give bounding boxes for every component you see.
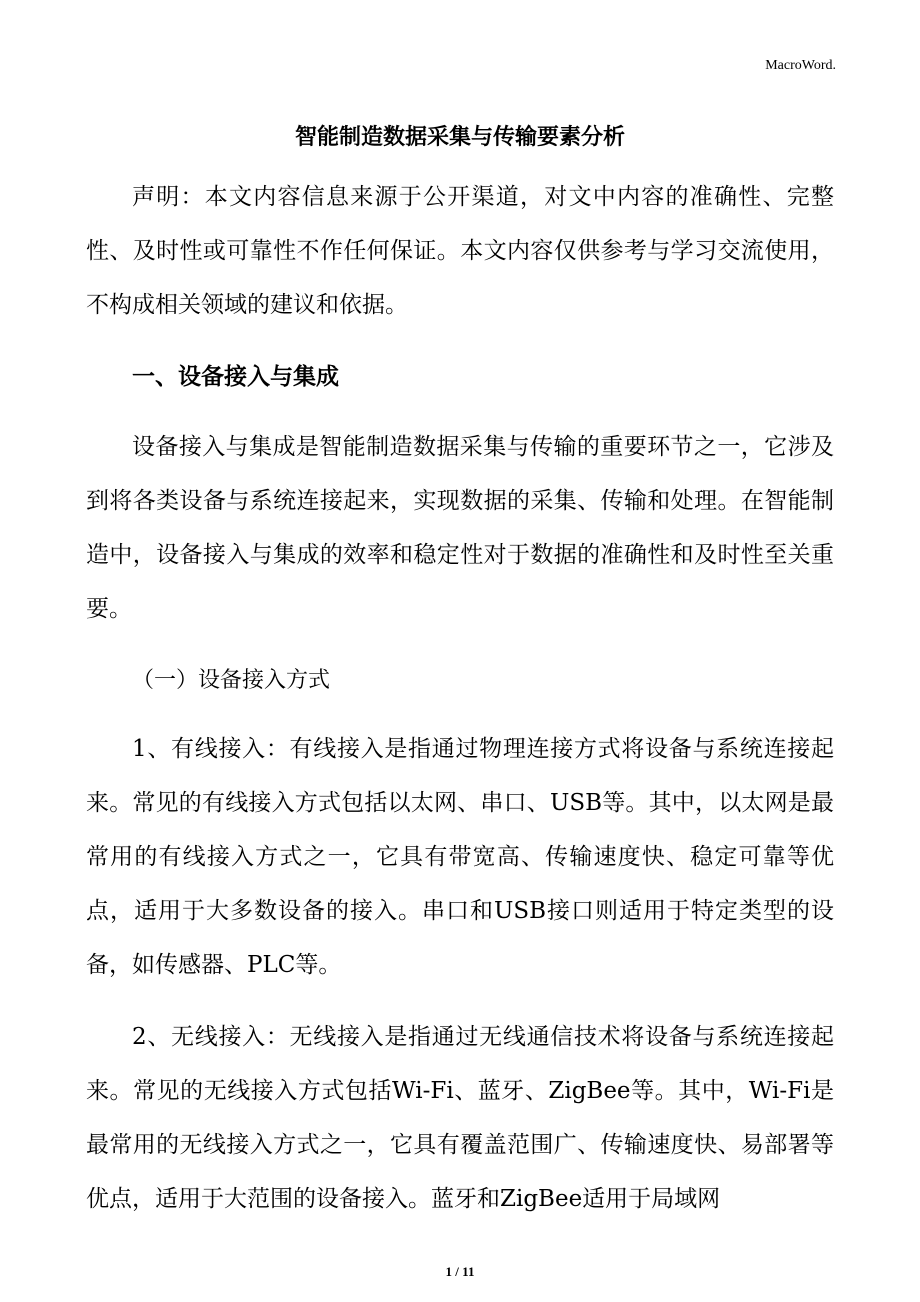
- header-brand: MacroWord.: [765, 58, 836, 73]
- page-number: 1 / 11: [445, 1264, 475, 1279]
- document-body: [86, 170, 834, 1244]
- wired-access-paragraph: 1、有线接入：有线接入是指通过物理连接方式将设备与系统连接起来。常见的有线接入方式包括以太网、串口、USB等。其中，以太网是最常用的有线接入方式之一，它具有带宽高、传输速度快、稳定可靠等优点，适用于大多数设备的接入。串口和USB接口则适用于特定类型的设备，如传感器、PLC等。: [86, 736, 834, 978]
- document-title: 智能制造数据采集与传输要素分析: [294, 125, 625, 150]
- subsection-heading: （一）设备接入方式: [132, 668, 331, 693]
- disclaimer-paragraph: 声明：本文内容信息来源于公开渠道，对文中内容的准确性、完整性、及时性或可靠性不作任何保证。本文内容仅供参考与学习交流使用，不构成相关领域的建议和依据。: [86, 184, 834, 318]
- wireless-access-paragraph: 2、无线接入：无线接入是指通过无线通信技术将设备与系统连接起来。常见的无线接入方式包括Wi-Fi、蓝牙、ZigBee等。其中，Wi-Fi是最常用的无线接入方式之一，它具有覆盖范围广、传输速度快、易部署等优点，适用于大范围的设备接入。蓝牙和ZigBee适用于局域网: [86, 1024, 834, 1212]
- section-intro-paragraph: 设备接入与集成是智能制造数据采集与传输的重要环节之一，它涉及到将各类设备与系统连接起来，实现数据的采集、传输和处理。在智能制造中，设备接入与集成的效率和稳定性对于数据的准确性和及时性至关重要。: [86, 434, 834, 622]
- section-heading: 一、设备接入与集成: [132, 364, 339, 390]
